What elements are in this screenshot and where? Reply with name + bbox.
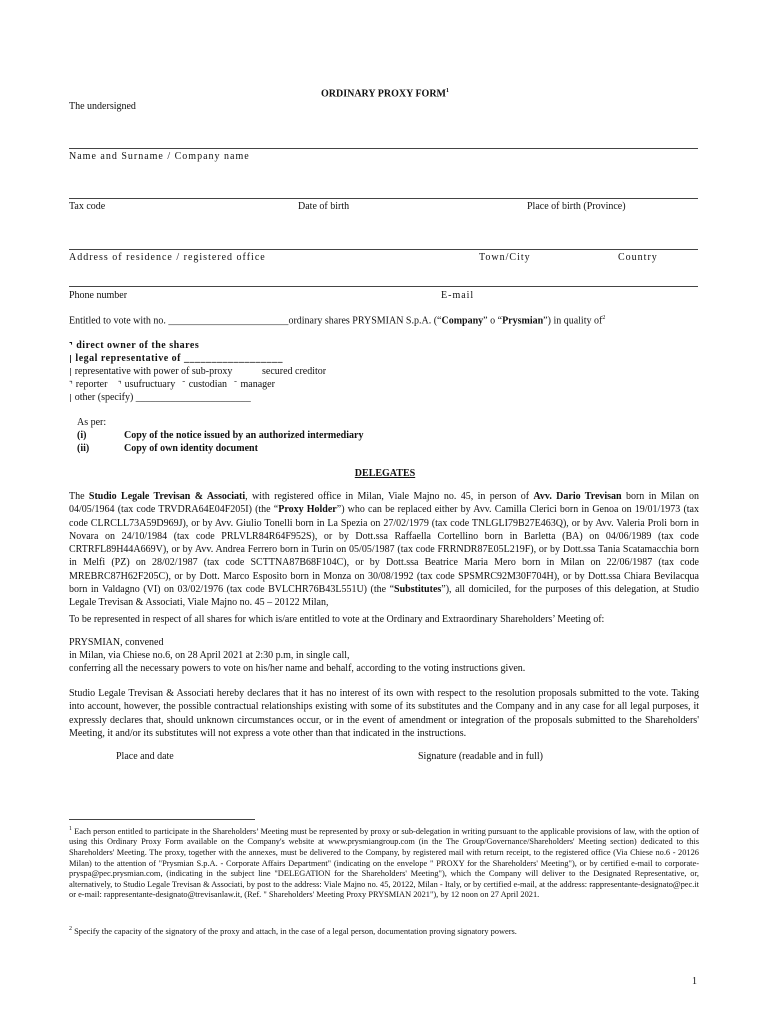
checkbox-icon[interactable]: | [69,367,72,376]
tax-field-line[interactable] [69,198,698,199]
meeting-line-3: conferring all the necessary powers to vote on his/her name and behalf, according to the voting instructions given. [69,663,526,674]
meeting-line-2: in Milan, via Chiese no.6, on 28 April 2021 at 2:30 p.m, in single call, [69,650,350,661]
footnote-ref-1: 1 [446,88,449,94]
tax-code-label: Tax code [69,201,106,212]
name-field-line[interactable] [69,148,698,149]
checkbox-icon[interactable]: ⌝ [117,380,122,389]
role-reporter[interactable]: reporter [75,379,108,390]
checkbox-icon[interactable]: | [69,354,73,363]
meeting-line-1: PRYSMIAN, convened [69,637,164,648]
role-direct-owner[interactable]: ⌝ direct owner of the shares [69,340,200,351]
role-usufructuary[interactable]: usufructuary [124,379,176,390]
entitled-line: Entitled to vote with no. ________________________ordinary shares PRYSMIAN S.p.A. (“Company” o “Prysmian”) in quality $of^2$ [69,315,606,327]
place-and-date-label: Place and date [116,751,174,762]
checkbox-icon[interactable]: ¯ [181,380,186,389]
role-legal-representative[interactable]: | legal representative of __________________ [69,353,283,364]
footnote-2: $^2$ Specify the capacity of the signatory of the proxy and attach, in the case of a legal person, documentation proving signatory powers. [69,926,517,936]
role-other[interactable]: | other (specify) _______________________ [69,392,251,403]
footnote-ref-2: 2 [602,315,606,321]
footnote-1: $^1$ Each person entitled to participate in the Shareholders’ Meeting must be represented by proxy or sub-delegation in writing pursuant to the applicable provisions of law, with the option of using this Ordinary Proxy Form available on the Company's website at www.prysmiangroup.com (in the The Group/Governance/Shareholders' Meeting section) dedicated to this Shareholders' Meeting. The proxy, together with the annexes, must be delivered to the Company, by registered mail with return receipt, to the registered office (Via Chiese no.6 - 20126 Milan) to the attention of "Prysmian S.p.A. - Corporate Affairs Department" (indicating on the envelope " PROXY for the Shareholders' Meeting"), or by certified e-mail to corporate-pryspa@pec.prysmian.com, (indicating in the subject line "DELEGATION for the Shareholders' Meeting"), which the Company will deliver to the Designated Representative, or, alternatively, to Studio Legale Trevisan & Associati, by post to the address: Viale Majno no. 45, 20122, Milan - Italy, or by certified e-mail, at the address: rappresentante-designato@pec.it or e-mail: rappresentante-designato@trevisanlaw.it, (Ref. " Shareholders' Meeting Proxy PRYSMIAN 2021"), by 12 noon on 27 April 2021. [69,826,699,900]
phone-label: Phone number [69,290,128,301]
role-manager[interactable]: manager [240,379,275,390]
checkbox-icon[interactable]: | [69,393,72,402]
page-number: 1 [692,976,697,987]
role-secured-creditor[interactable]: secured creditor [262,366,327,377]
as-per-item-ii-text: Copy of own identity document [124,443,258,454]
delegates-heading: DELEGATES [354,468,416,479]
delegation-paragraph: The Studio Legale Trevisan & Associati, with registered office in Milan, Viale Majno no. 45, in person of Avv. Dario Trevisan born in Milan on 04/05/1964 (tax code TRVDRA64E04F205I) (the “Proxy Holder”) who can be replaced either by Avv. Camilla Clerici born in Genoa on 19/01/1973 (tax code CLRCLL73A59D969J), or by Avv. Giulio Tonelli born in La Spezia on 27/02/1979 (tax code TNLGLI79B27E463Q), or by Avv. Valeria Proli born in Novara on 24/10/1984 (tax code PRLVLR84R64F952S), or by Dott.ssa Raffaella Cortellino born in Barletta (BA) on 04/06/1989 (tax code CRTRFL89H44A669V), or by Avv. Andrea Ferrero born in Turin on 05/05/1987 (tax code FRRNDR87E05L219F), or by Dott.ssa Tania Scatamacchia born in Melfi (PZ) on 28/02/1987 (tax code SCTTNA87B68F104C), or by Dott.ssa Beatrice Maria Mero born in Milan on 22/06/1987 (tax code MREBRC87H62F205C), or by Dott. Marco Esposito born in Monza on 30/08/1992 (tax code SPSMRC92M30F704H), or by Dott.ssa Chiara Bevilacqua born in Valdagno (VI) on 03/02/1976 (tax code BVLCHR76B43L551U) (the “Substitutes”), all domiciled, for the purposes of this delegation, at Studio Legale Trevisan & Associati, Viale Majno no. 45 – 20122 Milan, [69,491,699,609]
address-label: Address of residence / registered office [69,252,266,263]
place-of-birth-label: Place of birth (Province) [527,201,626,212]
date-of-birth-label: Date of birth [298,201,350,212]
email-label: E-mail [441,290,475,301]
address-field-line[interactable] [69,249,698,250]
role-custodian[interactable]: custodian [188,379,228,390]
name-field-label: Name and Surname / Company name [69,151,250,162]
represented-paragraph: To be represented in respect of all shares for which is/are entitled to vote at the Ordinary and Extraordinary Shareholders’ Meeting of: [69,614,605,625]
footnote-separator [69,819,255,820]
page-title: ORDINARY PROXY FORM$^1$ [320,88,449,100]
role-sub-proxy[interactable]: | representative with power of sub-proxy [69,366,233,377]
phone-field-line[interactable] [69,286,698,287]
role-row-reporter [69,379,275,390]
as-per-item-ii-number: (ii) [77,443,90,454]
as-per-item-i-number: (i) [77,430,87,441]
as-per-label: As per: [77,417,107,428]
undersigned-label: The undersigned [69,101,136,112]
checkbox-icon[interactable]: ¯ [233,380,238,389]
declaration-paragraph: Studio Legale Trevisan & Associati hereby declares that it has no interest of its own with respect to the resolution proposals submitted to the vote. Taking into account, however, the possible contractual relationships existing with some of its substitutes and the Company and in any case for all legal purposes, it expressly declares that, should unknown circumstances occur, or in the event of amendment or integration of the proposals submitted to the Shareholders' Meeting, it and/or its substitutes will not express a vote other than that indicated in the instructions. [69,688,699,739]
signature-label: Signature (readable and in full) [418,751,543,762]
as-per-item-i-text: Copy of the notice issued by an authorized intermediary [124,430,364,441]
checkbox-icon[interactable]: ⌝ [69,341,74,350]
country-label: Country [618,252,658,263]
checkbox-icon[interactable]: ⌝ [69,380,73,389]
town-label: Town/City [479,252,531,263]
